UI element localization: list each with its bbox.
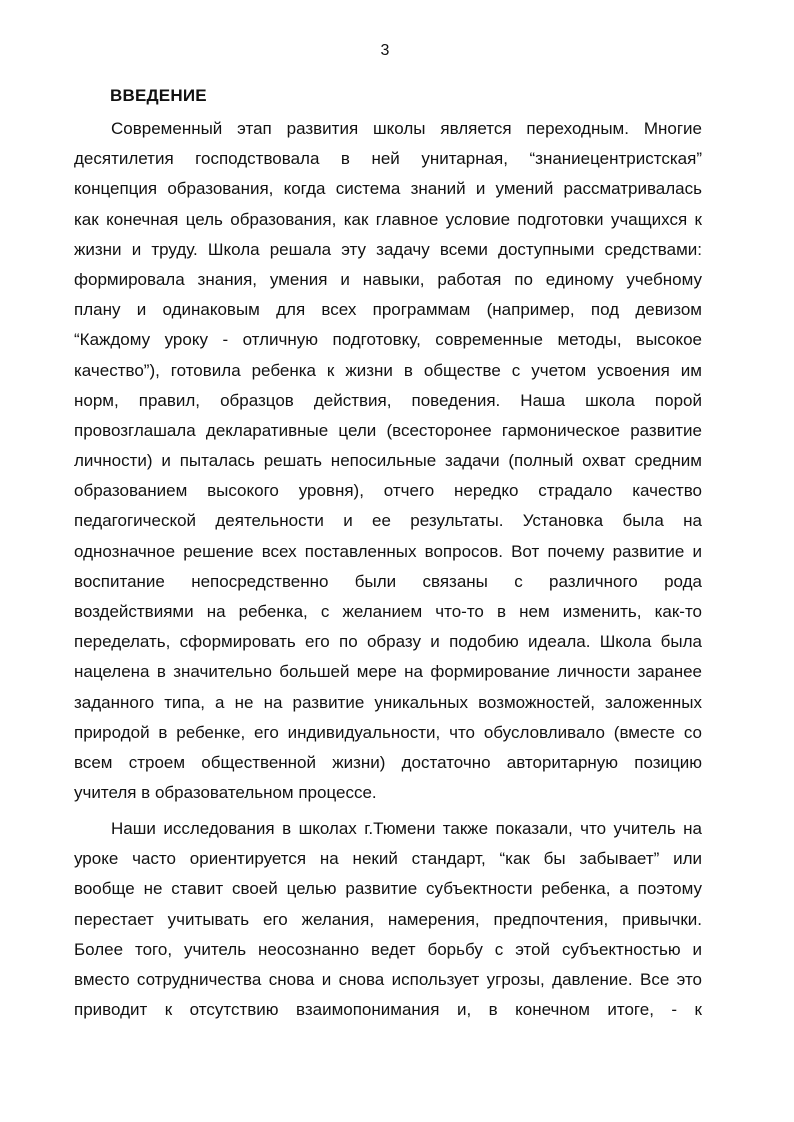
text-line: Наши исследования в школах г.Тюмени также показали, что учитель на [111, 819, 702, 838]
text-line: всем строем общественной жизни) достаточно авторитарную позицию [74, 752, 702, 772]
text-line: Более того, учитель неосознанно ведет борьбу с этой субъектностью и [74, 939, 702, 959]
text-line: уроке часто ориентируется на некий стандарт, “как бы забывает” или [74, 849, 702, 869]
text-line: перестает учитывать его желания, намерения, предпочтения, привычки. [74, 909, 702, 929]
page-number: 3 [380, 42, 390, 59]
section-heading: ВВЕДЕНИЕ [110, 86, 207, 105]
text-line: воздействиями на ребенка, с желанием что-то в нем изменить, как-то [74, 602, 702, 621]
text-line: концепция образования, когда система знаний и умений рассматривалась [74, 179, 702, 199]
text-line: переделать, сформировать его по образу и подобию идеала. Школа была [74, 632, 702, 652]
text-line: плану и одинаковым для всех программам (например, под девизом [74, 300, 702, 320]
text-line: десятилетия господствовала в ней унитарная, “знаниецентристская” [74, 149, 702, 169]
text-line: природой в ребенке, его индивидуальности, что обусловливало (вместе со [74, 722, 702, 742]
text-line: приводит к отсутствию взаимопонимания и, в конечном итоге, - к [74, 1000, 702, 1020]
paragraph-1 [74, 114, 702, 808]
text-line: вообще не ставит своей целью развитие субъектности ребенка, а поэтому [74, 879, 702, 899]
text-line: заданного типа, а не на развитие уникальных возможностей, заложенных [74, 692, 702, 712]
text-line: личности) и пыталась решать непосильные задачи (полный охват средним [74, 451, 702, 471]
text-line: однозначное решение всех поставленных вопросов. Вот почему развитие и [74, 541, 702, 561]
paragraph-2 [74, 814, 702, 1025]
text-line: формировала знания, умения и навыки, работая по единому учебному [74, 269, 702, 289]
text-line: вместо сотрудничества снова и снова использует угрозы, давление. Все это [74, 969, 702, 989]
text-line: нацелена в значительно большей мере на формирование личности заранее [74, 662, 702, 682]
text-line: воспитание непосредственно были связаны с различного рода [74, 571, 702, 591]
text-line: учителя в образовательном процессе. [74, 783, 377, 803]
text-line: норм, правил, образцов действия, поведения. Наша школа порой [74, 390, 702, 410]
text-line: образованием высокого уровня), отчего нередко страдало качество [74, 481, 702, 501]
text-line: Современный этап развития школы является переходным. Многие [111, 119, 702, 138]
text-line: “Каждому уроку - отличную подготовку, современные методы, высокое [74, 330, 702, 350]
text-line: педагогической деятельности и ее результаты. Установка была на [74, 511, 702, 531]
text-line: как конечная цель образования, как главное условие подготовки учащихся к [74, 209, 702, 229]
text-line: качество”), готовила ребенка к жизни в обществе с учетом усвоения им [74, 360, 702, 380]
text-line: провозглашала декларативные цели (всесторонее гармоническое развитие [74, 420, 702, 440]
text-line: жизни и труду. Школа решала эту задачу всеми доступными средствами: [74, 239, 702, 259]
